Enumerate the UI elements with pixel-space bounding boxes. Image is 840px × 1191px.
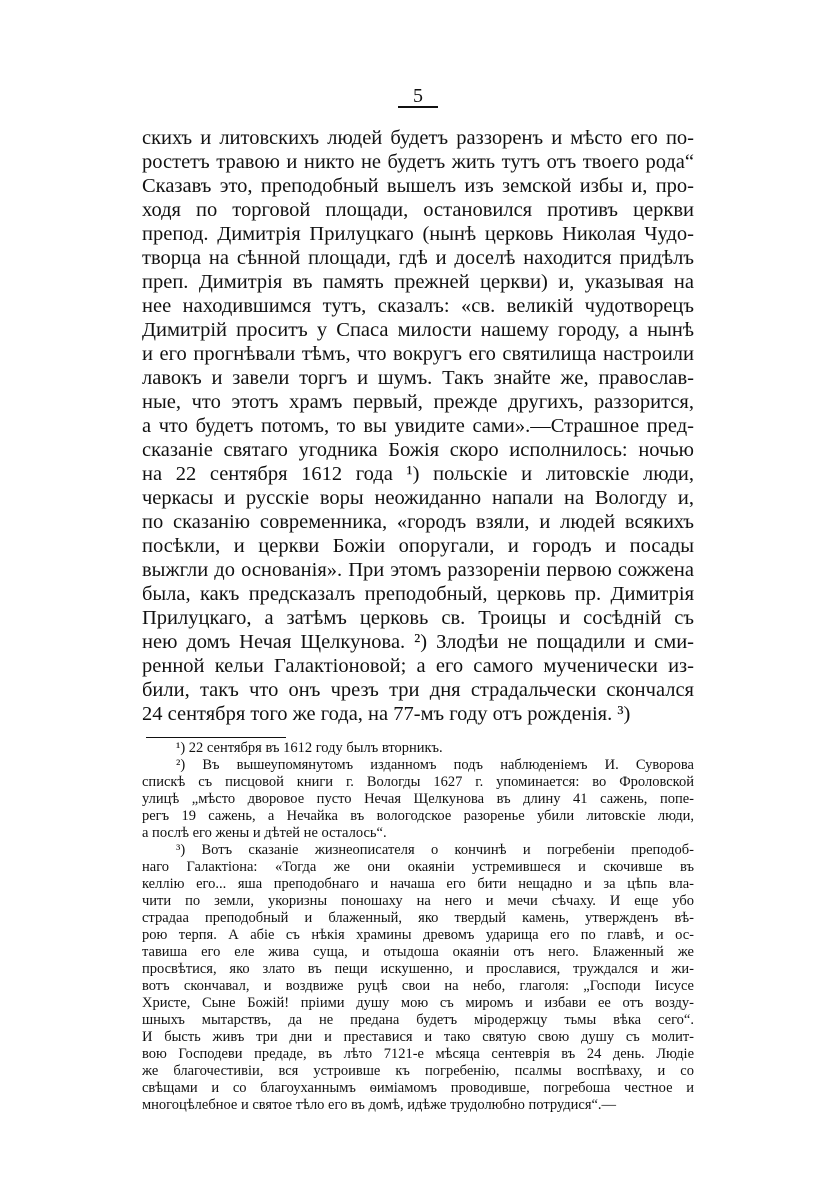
footnote-line: наго Галактіона: «Тогда же они окаяніи устремившеся и скочивше въ	[142, 859, 694, 875]
text-line: били, такъ что онъ чрезъ три дня страдальчески скончался	[142, 679, 694, 701]
footnote-line: И бысть живъ три дни и преставися и тако святую свою душу съ молит-	[142, 1029, 694, 1045]
text-line: была, какъ предсказалъ преподобный, церковь пр. Димитрія	[142, 583, 694, 605]
text-line: Сказавъ это, преподобный вышелъ изъ земской избы и, про-	[142, 175, 694, 197]
footnote-line: а послѣ его жены и дѣтей не осталось“.	[142, 825, 387, 841]
text-line: по сказанію современника, «городъ взяли, и людей всякихъ	[142, 511, 694, 533]
text-line: преп. Димитрія въ память прежней церкви) и, указывая на	[142, 271, 694, 293]
footnote-line: рою терпя. А абіе съ нѣкія храмины древомъ ударища его по главѣ, и ос-	[142, 927, 694, 943]
footnote-line: чити по земли, укоризны поношаху на него и мечи сѣчаху. И еще убо	[142, 893, 694, 909]
text-line: посѣкли, и церкви Божіи опоругали, и городъ и посады	[142, 535, 694, 557]
text-line: 24 сентября того же года, на 77-мъ году отъ рожденія. ³)	[142, 703, 631, 725]
text-line: Прилуцкаго, а затѣмъ церковь св. Троицы и сосѣдній съ	[142, 607, 694, 629]
text-line: творца на сѣнной площади, гдѣ и доселѣ находится придѣлъ	[142, 247, 694, 269]
text-line: ростетъ травою и никто не будетъ жить тутъ отъ твоего рода“	[142, 151, 694, 173]
text-line: ренной кельи Галактіоновой; а его самого мученически из-	[142, 655, 694, 677]
footnote-line: тавиша его еле жива суща, и отыдоша окаяніи отъ него. Блаженный же	[142, 944, 694, 960]
text-line: сказаніе святаго угодника Божія скоро исполнилось: ночью	[142, 439, 694, 461]
footnote-line: регъ 19 сажень, а Нечайка въ вологодское разоренье убили литовскіе люди,	[142, 808, 694, 824]
footnote-line: страдаа преподобный и блаженный, яко твердый камень, утвержденъ вѣ-	[142, 910, 694, 926]
footnote-line: спискѣ съ писцовой книги г. Вологды 1627 г. упоминается: во Фроловской	[142, 774, 694, 790]
footnote-line: ³) Вотъ сказаніе жизнеописателя о кончинѣ и погребеніи преподоб-	[176, 842, 694, 858]
text-line: на 22 сентября 1612 года ¹) польскіе и литовскіе люди,	[142, 463, 694, 485]
text-line: ные, что этотъ храмъ первый, прежде другихъ, раззорится,	[142, 391, 694, 413]
text-line: скихъ и литовскихъ людей будетъ раззоренъ и мѣсто его по-	[142, 127, 694, 149]
text-line: нею домъ Нечая Щелкунова. ²) Злодѣи не пощадили и сми-	[142, 631, 694, 653]
text-line: лавокъ и завели торгъ и шумъ. Такъ знайте же, православ-	[142, 367, 694, 389]
footnote-line: ¹) 22 сентября въ 1612 году былъ вторникъ.	[176, 740, 443, 756]
text-line: препод. Димитрія Прилуцкаго (нынѣ церковь Николая Чудо-	[142, 223, 694, 245]
text-line: и его прогнѣвали тѣмъ, что вокругъ его святилища настроили	[142, 343, 694, 365]
page-number: 5	[413, 85, 423, 107]
footnote-line: же благочестивіи, вся устроивше къ погребенію, псалмы воспѣваху, и со	[142, 1063, 694, 1079]
text-line: нее находившимся тутъ, сказалъ: «св. великій чудотворецъ	[142, 295, 694, 317]
footnote-line: свѣщами и со благоуханнымъ ѳиміамомъ проводивше, погребоша честное и	[142, 1080, 694, 1096]
text-line: а что будетъ потомъ, то вы увидите сами».—Страшное пред-	[142, 415, 694, 437]
text-line: выжгли до основанія». При этомъ раззореніи первою сожжена	[142, 559, 694, 581]
text-line: Димитрій проситъ у Спаса милости нашему городу, а нынѣ	[142, 319, 694, 341]
text-line: ходя по торговой площади, остановился противъ церкви	[142, 199, 694, 221]
footnote-line: вою Господеви предаде, въ лѣто 7121-е мѣсяца сентеврія въ 24 день. Людіе	[142, 1046, 694, 1062]
text-line: черкасы и русскіе воры неожиданно напали на Вологду и,	[142, 487, 694, 509]
footnote-line: шныхъ мытарствъ, да не предана будетъ міродержцу тьмы вѣка сего“.	[142, 1012, 694, 1028]
footnote-line: просвѣтися, яко злато въ пещи искушенно, и прославися, труждался и жи-	[142, 961, 694, 977]
footnote-line: многоцѣлебное и святое тѣло его въ домѣ, идѣже трудолюбно потрудися“.—	[142, 1097, 617, 1113]
page-number-rule	[398, 106, 438, 108]
footnote-line: келлію его... яша преподобнаго и начаша его бити нещадно и за цѣпь вла-	[142, 876, 694, 892]
footnote-line: вотъ скончавал, и воздвиже руцѣ свои на небо, глаголя: „Господи Іисусе	[142, 978, 694, 994]
footnote-line: улицѣ „мѣсто дворовое пусто Нечая Щелкунова въ длину 41 сажень, попе-	[142, 791, 694, 807]
footnote-line: ²) Въ вышеупомянутомъ изданномъ подъ наблюденіемъ И. Суворова	[176, 757, 694, 773]
footnote-separator	[146, 737, 286, 738]
footnote-line: Христе, Сыне Божій! пріими душу мою съ миромъ и избави ее отъ возду-	[142, 995, 694, 1011]
